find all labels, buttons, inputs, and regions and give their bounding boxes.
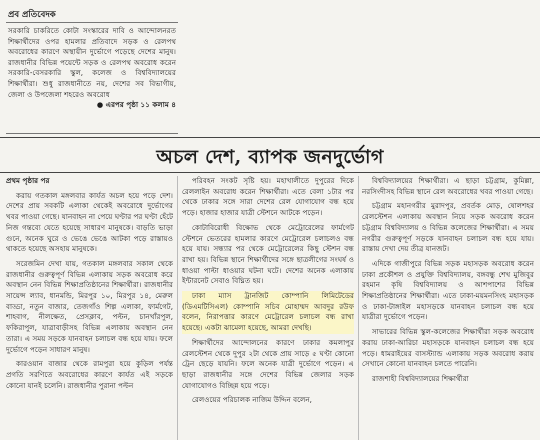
paragraph: রেলওয়ের পরিচালক নাজিম উদ্দিন বলেন, bbox=[192, 395, 312, 405]
paragraph: এদিকে গাজীপুরে বিভিন্ন সড়ক মহাসড়ক অবরোধ করেন ঢাকা প্রকৌশল ও প্রযুক্তি বিশ্ববিদ্যালয়, বঙ্গবন্ধু শেখ মুজিবুর রহমান কৃষি বিশ্ববিদ্যালয় ও আশপাশের বিভিন্ন শিক্ষাপ্রতিষ্ঠানের শিক্ষার্থীরা। এতে ঢাকা-ময়মনসিংহ মহাসড়ক ও ঢাকা-টাঙ্গাইল মহাসড়কে যানবাহন চলাচল বন্ধ হয়ে যাত্রীরা দুর্ভোগে পড়েন। bbox=[362, 258, 534, 322]
paragraph: করায় গতকাল মঙ্গলবার কার্যত অচল হয়ে পড়ে দেশ। দেশের প্রায় সবকটি এলাকা থেকেই অবরোধে দুর্ভোগের খবর পাওয়া গেছে। যানবাহন না পেয়ে ঘণ্টার পর ঘণ্টা হেঁটে নিজ গন্তব্যে যেতে হয়েছে সাধারণ মানুষকে। বাড়তি ভাড়া গুনে, অনেক ঘুরে ও ভেঙে ভেঙে আটকা পড়ে রাস্তায়ও থাকতে হয়েছে অসহায় মানুষকে। bbox=[6, 190, 173, 254]
paragraph: সরেজমিন দেখা যায়, গতকাল মঙ্গলবার সকাল থেকে রাজধানীর গুরুত্বপূর্ণ বিভিন্ন এলাকায় সড়ক অবরোধ করে অবস্থান নেন বিভিন্ন শিক্ষাপ্রতিষ্ঠানের শিক্ষার্থীরা। রাজধানীর সায়েন্স ল্যাব, ধানমন্ডি, মিরপুর ১০, মিরপুর ১৪, মেরুল বাড্ডা, নতুন বাজার, তেজগাঁও শিল্প এলাকা, ফার্মগেট, শাহবাগ, নীলক্ষেত, প্রেসক্লাব, পল্টন, চানখাঁরপুল, ফকিরাপুল, যাত্রাবাড়ীসহ বিভিন্ন এলাকায় অবস্থান নেন তারা। এ সময় সড়কে যানবাহন চলাচল বন্ধ হয়ে যায়। ফলে দুর্ভোগে পড়েন সাধারণ মানুষ। bbox=[6, 258, 173, 354]
highlighted-paragraph: ঢাকা ম্যাস ট্রানজিট কোম্পানি লিমিটেডের (ডিএমটিসিএল) কোম্পানি সচিব মোহাম্মদ আবদুর রউফ বলেন, নিরাপত্তার কারণে মেট্রোরেল চলাচল বন্ধ রাখা হয়েছে। একটা ঝামেলা হয়েছে, আমরা দেখছি। bbox=[182, 291, 354, 333]
byline: প্রব প্রতিবেদক bbox=[8, 10, 56, 20]
column-divider bbox=[358, 176, 359, 440]
column-divider bbox=[177, 176, 178, 440]
article-column-3 bbox=[362, 176, 534, 440]
continued-on: ● এরপর পৃষ্ঠা ১১ কলাম ৪ bbox=[96, 100, 176, 110]
paragraph: কোটাবিরোধী বিক্ষোভ থেকে মেট্রোরেলের ফার্মগেট স্টেশনে ভেতরের হামলার কারণে মেট্রোরেল চলাচলও বন্ধ হয়ে যায়। সন্ধ্যার পর থেকে মেট্রোরেলের কিছু স্টেশন বন্ধ রাখা হয়। বিভিন্ন স্থানে শিক্ষার্থীদের সঙ্গে ছাত্রলীগের সংঘর্ষ ও ধাওয়া পাল্টা ধাওয়ার ঘটনা ঘটে। দেশের অনেক এলাকায় ইন্টারনেট সেবাও বিঘ্নিত হয়। bbox=[182, 222, 354, 286]
paragraph: চট্টগ্রাম মহানগরীর মুরাদপুর, প্রবর্তক মোড়, ষোলশহর রেলস্টেশন এলাকায় অবস্থান নিয়ে সড়ক অবরোধ করেন চট্টগ্রাম বিশ্ববিদ্যালয় ও বিভিন্ন কলেজের শিক্ষার্থীরা। এ সময় নগরীর গুরুত্বপূর্ণ সড়কে যানবাহন চলাচল বন্ধ হয়ে যায়। রাস্তায় দেখা দেয় তীব্র যানজট। bbox=[362, 201, 534, 254]
intro-text: সরকারি চাকরিতে কোটা সংস্কারের দাবি ও আন্দোলনরত শিক্ষার্থীদের ওপর হামলার প্রতিবাদে সড়ক ও রেলপথ অবরোধের কারণে অস্থায়ীন দুর্ভোগে পড়েছে দেশের মানুষ। রাজধানীর বিভিন্ন পয়েন্টে সড়ক ও রেলপথ অবরোধ করেন সরকারি-বেসরকারি স্কুল, কলেজ ও বিশ্ববিদ্যালয়ের শিক্ষার্থীরা। শুধু রাজধানীতে নয়, দেশের সব বিভাগীয়, জেলা ও উপজেলা শহরেও অবরোধ bbox=[8, 26, 176, 99]
intro-box bbox=[6, 22, 178, 134]
paragraph: শিক্ষার্থীদের আন্দোলনের কারণে ঢাকার কমলাপুর রেলস্টেশন থেকে দুপুর ২টা থেকে প্রায় সাড়ে ৫ ঘণ্টা কোনো ট্রেন ছেড়ে যায়নি। ফলে অনেক যাত্রী দুর্ভোগে পড়েন। এ ছাড়া রাজধানীর সঙ্গে দেশের বিভিন্ন জেলার সড়ক যোগাযোগও বিচ্ছিন্ন হয়ে পড়ে। bbox=[182, 337, 354, 390]
headline: অচল দেশ, ব্যাপক জনদুর্ভোগ bbox=[156, 146, 384, 168]
paragraph: সাভারের বিভিন্ন স্কুল-কলেজের শিক্ষার্থীরা সড়ক অবরোধ করায় ঢাকা-আরিচা মহাসড়কে যানবাহন চলাচল বন্ধ হয়ে পড়ে। ধামরাইয়ের বাসস্ট্যান্ড এলাকায় সড়ক অবরোধ করায় সেখানে কোনো যানবাহন চলতে পারেনি। bbox=[362, 327, 534, 369]
article-column-1 bbox=[6, 176, 173, 440]
paragraph: কারওয়ান বাজার থেকে রামপুরা হয়ে কুড়িল পর্যন্ত প্রগতি সরণিতে অবরোধের কারণে কার্যত এই সড়কে কোনো যানই চলেনি। রাজধানীর পুরানা পল্টন bbox=[6, 359, 173, 390]
continued-from: প্রথম পৃষ্ঠার পর bbox=[6, 176, 50, 185]
headline-top-rule bbox=[0, 137, 540, 138]
article-column-2 bbox=[182, 176, 354, 440]
paragraph: পরিবহন সংকট সৃষ্টি হয়। মহাখালীতে দুপুরের দিকে রেললাইন অবরোধ করেন শিক্ষার্থীরা। এতে বেলা ১টার পর থেকে ঢাকার সঙ্গে সারা দেশের রেল যোগাযোগ বন্ধ হয়ে পড়ে। হাজার হাজার যাত্রী স্টেশনে আটকে পড়েন। bbox=[182, 176, 354, 218]
paragraph: রাজশাহী বিশ্ববিদ্যালয়ের শিক্ষার্থীরা bbox=[372, 373, 469, 383]
paragraph: বিশ্ববিদ্যালয়ের শিক্ষার্থীরা। এ ছাড়া চট্টগ্রাম, কুমিল্লা, নরসিংদীসহ বিভিন্ন স্থানে রেল অবরোধের খবর পাওয়া গেছে। bbox=[362, 176, 534, 196]
headline-bottom-rule bbox=[0, 172, 540, 173]
